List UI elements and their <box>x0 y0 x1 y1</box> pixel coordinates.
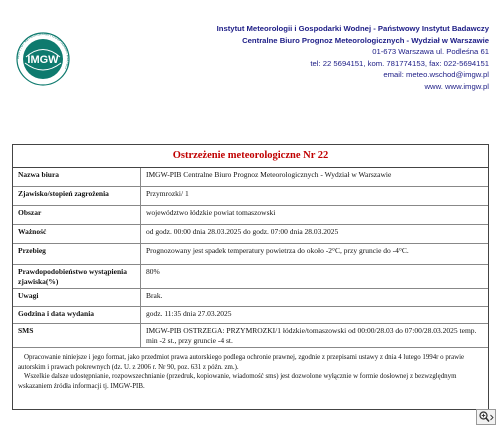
magnifier-zoom-icon[interactable] <box>476 409 496 425</box>
row-label: SMS <box>13 324 141 348</box>
row-value: IMGW-PIB OSTRZEGA: PRZYMROZKI/1 łódzkie/tomaszowski od 00:00/28.03 do 07:00/28.03.2025 temp. min -2 st., przy gruncie -4 st. <box>141 324 489 348</box>
phone: tel: 22 5694151, kom. 781774153, fax: 022-5694151 <box>310 58 489 68</box>
row-value: godz. 11:35 dnia 27.03.2025 <box>141 307 489 324</box>
email: email: meteo.wschod@imgw.pl <box>383 70 489 80</box>
row-value: województwo łódzkie powiat tomaszowski <box>141 206 489 225</box>
warning-table <box>13 168 488 348</box>
row-value: IMGW-PIB Centralne Biuro Prognoz Meteorologicznych - Wydział w Warszawie <box>141 168 489 187</box>
row-value: Przymrozki/ 1 <box>141 187 489 206</box>
row-label: Nazwa biura <box>13 168 141 187</box>
row-label: Zjawisko/stopień zagrożenia <box>13 187 141 206</box>
website: www. www.imgw.pl <box>424 81 489 91</box>
institute-name: Instytut Meteorologii i Gospodarki Wodnej - Państwowy Instytut Badawczy <box>216 24 489 33</box>
logo-text: IMGW <box>27 54 59 66</box>
row-value: Brak. <box>141 289 489 307</box>
table-row <box>13 265 488 289</box>
logo-ring-text: INSTYTUT METEOROLOGII I GOSPODARKI WODNEJ <box>16 31 70 71</box>
row-label: Prawdopodobieństwo wystąpienia zjawiska(%) <box>13 265 141 289</box>
copyright-note <box>13 348 488 391</box>
table-row <box>13 307 488 324</box>
table-row <box>13 206 488 225</box>
distribution-paragraph: Wszelkie dalsze udostępnianie, rozpowszechnianie (przedruk, kopiowanie, wiadomość sms) jest dozwolone wyłącznie w formie dosłownej z bezwzględnym wskazaniem źródła informacji tj. IMGW-PIB. <box>18 373 457 390</box>
table-row <box>13 244 488 265</box>
row-value: Prognozowany jest spadek temperatury powietrza do około -2°C, przy gruncie do -4°C. <box>141 244 489 265</box>
institute-header <box>217 23 489 93</box>
address: 01-673 Warszawa ul. Podleśna 61 <box>372 47 489 57</box>
table-row <box>13 324 488 348</box>
office-name: Centralne Biuro Prognoz Meteorologicznych - Wydział w Warszawie <box>242 35 489 45</box>
warning-title: Ostrzeżenie meteorologiczne Nr 22 <box>13 145 488 168</box>
table-row <box>13 225 488 244</box>
row-value: 80% <box>141 265 489 289</box>
imgw-logo <box>16 22 70 94</box>
row-label: Godzina i data wydania <box>13 307 141 324</box>
row-value: od godz. 00:00 dnia 28.03.2025 do godz. 07:00 dnia 28.03.2025 <box>141 225 489 244</box>
warning-box <box>12 144 489 410</box>
row-label: Ważność <box>13 225 141 244</box>
table-row <box>13 289 488 307</box>
copyright-paragraph: Opracowanie niniejsze i jego format, jako przedmiot prawa autorskiego podlega ochronie prawnej, zgodnie z przepisami ustawy z dnia 4 lutego 1994r o prawie autorskim i prawach pokrewnych (dz. U. z 2006 r. Nr 90, poz. 631 z późn. zm.). <box>18 354 465 371</box>
row-label: Obszar <box>13 206 141 225</box>
table-row <box>13 187 488 206</box>
row-label: Przebieg <box>13 244 141 265</box>
row-label: Uwagi <box>13 289 141 307</box>
table-row <box>13 168 488 187</box>
